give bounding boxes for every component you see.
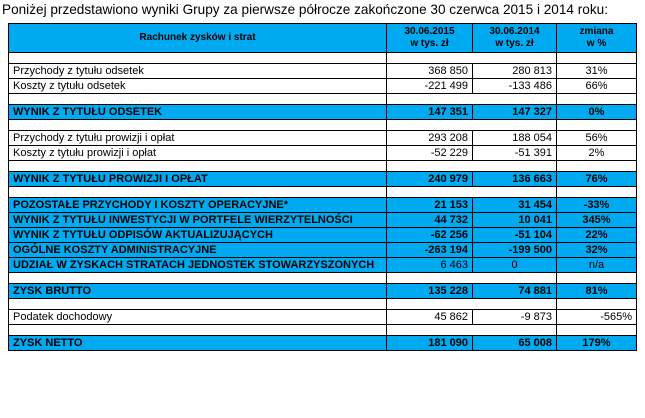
row-change: 22%: [557, 228, 637, 243]
table-row-total: [9, 105, 637, 120]
row-label: Koszty z tytułu odsetek: [9, 79, 387, 94]
spacer-row: [9, 53, 637, 64]
table-row-total: [9, 243, 637, 258]
row-value-2014: -51 104: [473, 228, 557, 243]
row-change: 2%: [557, 146, 637, 161]
row-label: WYNIK Z TYTUŁU PROWIZJI I OPŁAT: [9, 172, 387, 187]
row-value-2014: 65 008: [473, 336, 557, 351]
header-col-2014-date: 30.06.2014: [489, 26, 540, 37]
row-label: WYNIK Z TYTUŁU ODPISÓW AKTUALIZUJĄCYCH: [9, 228, 387, 243]
row-label: Koszty z tytułu prowizji i opłat: [9, 146, 387, 161]
row-value-2014: 147 327: [473, 105, 557, 120]
row-value-2015: 6 463: [387, 258, 473, 273]
spacer-row: [9, 187, 637, 198]
header-col-change-unit: w %: [586, 38, 607, 49]
header-col-2015-date: 30.06.2015: [404, 26, 455, 37]
row-value-2015: -52 229: [387, 146, 473, 161]
header-col-2014-unit: w tys. zł: [495, 38, 534, 49]
table-row: [9, 64, 637, 79]
row-value-2015: -62 256: [387, 228, 473, 243]
row-change: 31%: [557, 64, 637, 79]
row-label: ZYSK BRUTTO: [9, 284, 387, 299]
row-label: WYNIK Z TYTUŁU INWESTYCJI W PORTFELE WIERZYTELNOŚCI: [9, 213, 387, 228]
row-change: 32%: [557, 243, 637, 258]
table-row-total: [9, 198, 637, 213]
row-value-2014: 280 813: [473, 64, 557, 79]
row-label: Przychody z tytułu odsetek: [9, 64, 387, 79]
header-col-change-title: zmiana: [579, 26, 614, 37]
spacer-row: [9, 161, 637, 172]
table-caption: Poniżej przedstawiono wyniki Grupy za pierwsze półrocze zakończone 30 czerwca 2015 i 2014 roku:: [2, 2, 608, 17]
row-change: 0%: [557, 105, 637, 120]
spacer-row: [9, 299, 637, 310]
row-label: OGÓLNE KOSZTY ADMINISTRACYJNE: [9, 243, 387, 258]
table-row-total: [9, 213, 637, 228]
row-value-2014: 74 881: [473, 284, 557, 299]
header-col-2014: [473, 24, 557, 53]
row-change: 179%: [557, 336, 637, 351]
row-value-2015: -221 499: [387, 79, 473, 94]
row-label: ZYSK NETTO: [9, 336, 387, 351]
row-value-2014: -9 873: [473, 310, 557, 325]
row-label: UDZIAŁ W ZYSKACH STRATACH JEDNOSTEK STOWARZYSZONYCH: [9, 258, 387, 273]
table-header-row: [9, 24, 637, 53]
row-value-2014: 10 041: [473, 213, 557, 228]
table-row-total: [9, 258, 637, 273]
row-value-2014: -199 500: [473, 243, 557, 258]
row-value-2015: -263 194: [387, 243, 473, 258]
spacer-row: [9, 120, 637, 131]
table-row-total: [9, 228, 637, 243]
header-col-2015: [387, 24, 473, 53]
row-change: -565%: [557, 310, 637, 325]
table-row-total: [9, 336, 637, 351]
spacer-row: [9, 325, 637, 336]
row-label: Przychody z tytułu prowizji i opłat: [9, 131, 387, 146]
income-statement-table: [8, 23, 637, 351]
row-change: 345%: [557, 213, 637, 228]
spacer-row: [9, 273, 637, 284]
row-change: 56%: [557, 131, 637, 146]
row-value-2015: 293 208: [387, 131, 473, 146]
table-row: [9, 131, 637, 146]
row-value-2014: 31 454: [473, 198, 557, 213]
row-label: WYNIK Z TYTUŁU ODSETEK: [9, 105, 387, 120]
header-label: Rachunek zysków i strat: [9, 24, 387, 53]
spacer-row: [9, 94, 637, 105]
row-value-2015: 240 979: [387, 172, 473, 187]
row-label: POZOSTAŁE PRZYCHODY I KOSZTY OPERACYJNE*: [9, 198, 387, 213]
row-value-2015: 368 850: [387, 64, 473, 79]
table-row-total: [9, 172, 637, 187]
table-row-total: [9, 284, 637, 299]
row-value-2015: 147 351: [387, 105, 473, 120]
row-change: 76%: [557, 172, 637, 187]
row-value-2014: 0: [473, 258, 557, 273]
table-row: [9, 146, 637, 161]
row-value-2014: -51 391: [473, 146, 557, 161]
row-change: 66%: [557, 79, 637, 94]
header-col-2015-unit: w tys. zł: [410, 38, 449, 49]
row-value-2015: 45 862: [387, 310, 473, 325]
row-label: Podatek dochodowy: [9, 310, 387, 325]
row-value-2015: 44 732: [387, 213, 473, 228]
row-value-2015: 135 228: [387, 284, 473, 299]
row-value-2015: 181 090: [387, 336, 473, 351]
row-change: n/a: [557, 258, 637, 273]
row-change: 81%: [557, 284, 637, 299]
table-row: [9, 310, 637, 325]
row-value-2015: 21 153: [387, 198, 473, 213]
row-value-2014: -133 486: [473, 79, 557, 94]
table-row: [9, 79, 637, 94]
header-col-change: [557, 24, 637, 53]
row-value-2014: 136 663: [473, 172, 557, 187]
row-value-2014: 188 054: [473, 131, 557, 146]
row-change: -33%: [557, 198, 637, 213]
